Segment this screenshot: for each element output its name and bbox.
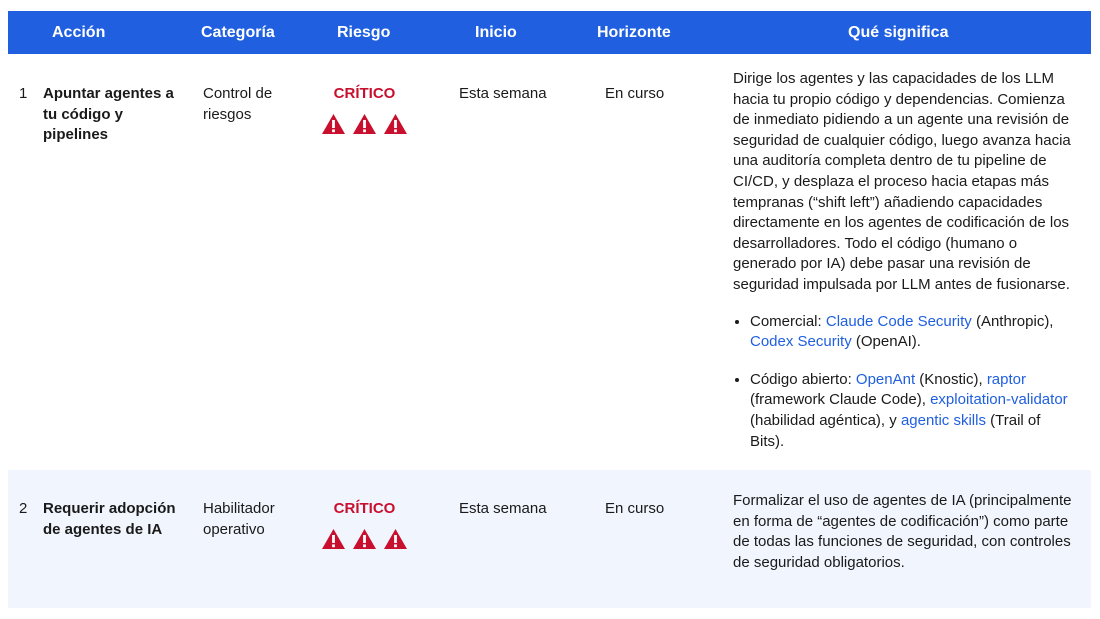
horizon: En curso — [605, 85, 665, 102]
bullet-text: (habilidad agéntica), y — [750, 411, 901, 429]
action-name: Apuntar agentes a tu código y pipelines — [43, 85, 174, 144]
link-agentic-skills[interactable]: agentic skills — [900, 411, 986, 429]
risk-indicator — [294, 528, 435, 550]
warning-icon — [352, 528, 377, 550]
risk-level — [294, 499, 435, 550]
col-riesgo: Riesgo — [337, 24, 391, 41]
bullet-text: Código abierto: — [750, 370, 856, 388]
link-codex-security[interactable]: Codex Security — [750, 333, 852, 351]
description-text: Formalizar el uso de agentes de IA (principalmente en forma de “agentes de codificación”) como parte de todas las funciones de seguridad, con controles de seguridad obligatorios. — [733, 492, 1072, 571]
row-number: 1 — [19, 85, 28, 102]
bullet-text: (Knostic), — [915, 370, 987, 388]
description — [733, 491, 1073, 573]
description — [733, 69, 1073, 469]
bullet-text: (Anthropic), — [971, 312, 1054, 330]
tools-list — [733, 312, 1073, 453]
bullet-text: (OpenAI). — [851, 333, 921, 351]
warning-icon — [321, 528, 346, 550]
list-item — [750, 312, 1073, 353]
description-text: Dirige los agentes y las capacidades de los LLM hacia tu propio código y dependencias. Comienza de inmediato pidiendo a un agente una revisión de seguridad de cualquier código, luego avanza hacia una auditoría completa dentro de tu pipeline de CI/CD, y desplaza el proceso hacia etapas más tempranas (“shift left”) añadiendo capacidades directamente en los agentes de codificación de los desarrolladores. Todo el código (humano o generado por IA) debe pasar una revisión de seguridad impulsada por LLM antes de fusionarse. — [733, 70, 1071, 293]
warning-icon — [352, 113, 377, 135]
col-que-significa: Qué significa — [848, 24, 949, 41]
start: Esta semana — [459, 85, 547, 102]
category: Habilitador operativo — [203, 500, 275, 538]
bullet-text: Comercial: — [750, 312, 826, 330]
horizon: En curso — [605, 500, 665, 517]
link-raptor[interactable]: raptor — [986, 370, 1026, 388]
col-inicio: Inicio — [475, 24, 517, 41]
link-exploitation-validator[interactable]: exploitation-validator — [930, 391, 1068, 409]
table-row — [8, 470, 1091, 608]
list-item — [750, 370, 1073, 452]
category: Control de riesgos — [203, 85, 273, 123]
bullet-text: (Trail of Bits). — [750, 411, 1041, 450]
table-row — [8, 54, 1091, 470]
col-accion: Acción — [52, 24, 106, 41]
warning-icon — [383, 113, 408, 135]
col-horizonte: Horizonte — [597, 24, 671, 41]
row-number: 2 — [19, 500, 28, 517]
link-claude-code-security[interactable]: Claude Code Security — [825, 312, 972, 330]
risk-indicator — [294, 113, 435, 135]
risk-label: CRÍTICO — [333, 500, 396, 517]
link-openant[interactable]: OpenAnt — [855, 370, 916, 388]
action-name: Requerir adopción de agentes de IA — [43, 500, 176, 538]
warning-icon — [321, 113, 346, 135]
col-categoria: Categoría — [201, 24, 275, 41]
table-header — [8, 11, 1091, 54]
risk-label: CRÍTICO — [333, 85, 396, 102]
warning-icon — [383, 528, 408, 550]
bullet-text: (framework Claude Code), — [750, 391, 931, 409]
risk-level — [294, 84, 435, 135]
start: Esta semana — [459, 500, 547, 517]
